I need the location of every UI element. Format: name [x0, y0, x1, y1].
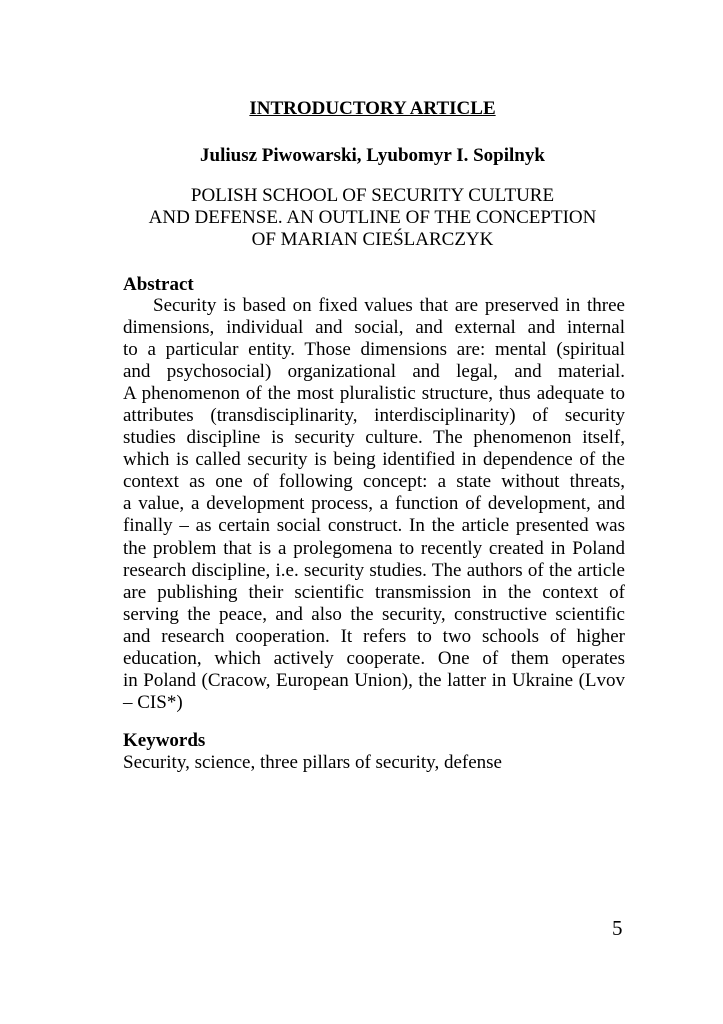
article-title	[0, 185, 723, 251]
abstract-line: a value, a development process, a function of development, and	[123, 493, 625, 515]
section-label: INTRODUCTORY ARTICLE	[249, 98, 496, 119]
abstract-line: the problem that is a prolegomena to recently created in Poland	[123, 537, 625, 559]
page-number: 5	[612, 916, 623, 940]
abstract-line: A phenomenon of the most pluralistic structure, thus adequate to	[123, 383, 625, 405]
abstract-line: to a particular entity. Those dimensions are: mental (spiritual	[123, 339, 625, 361]
abstract-line: which is called security is being identified in dependence of the	[123, 449, 625, 471]
abstract-line: research discipline, i.e. security studies. The authors of the article	[123, 559, 625, 581]
title-line: POLISH SCHOOL OF SECURITY CULTURE	[190, 185, 555, 206]
keywords-list: Security, science, three pillars of security, defense	[123, 752, 502, 773]
abstract-line: in Poland (Cracow, European Union), the latter in Ukraine (Lvov	[123, 669, 625, 691]
abstract-line: serving the peace, and also the security, constructive scientific	[123, 603, 625, 625]
abstract-line: context as one of following concept: a state without threats,	[123, 471, 625, 493]
abstract-body	[123, 295, 625, 714]
abstract-line: finally – as certain social construct. In the article presented was	[123, 515, 625, 537]
abstract-line: are publishing their scientific transmission in the context of	[123, 581, 625, 603]
title-line: OF MARIAN CIEŚLARCZYK	[251, 229, 494, 250]
abstract-line: and research cooperation. It refers to two schools of higher	[123, 625, 625, 647]
abstract-line: studies discipline is security culture. The phenomenon itself,	[123, 427, 625, 449]
keywords-heading: Keywords	[123, 730, 206, 751]
authors: Juliusz Piwowarski, Lyubomyr I. Sopilnyk	[200, 145, 545, 166]
abstract-line: education, which actively cooperate. One of them operates	[123, 647, 625, 669]
abstract-line: attributes (transdisciplinarity, interdisciplinarity) of security	[123, 405, 625, 427]
abstract-line: and psychosocial) organizational and legal, and material.	[123, 361, 625, 383]
title-line: AND DEFENSE. AN OUTLINE OF THE CONCEPTION	[148, 207, 597, 228]
abstract-line: dimensions, individual and social, and external and internal	[123, 317, 625, 339]
abstract-line: Security is based on fixed values that are preserved in three	[153, 295, 625, 316]
abstract-line: – CIS*)	[123, 691, 183, 713]
abstract-heading: Abstract	[123, 274, 194, 295]
